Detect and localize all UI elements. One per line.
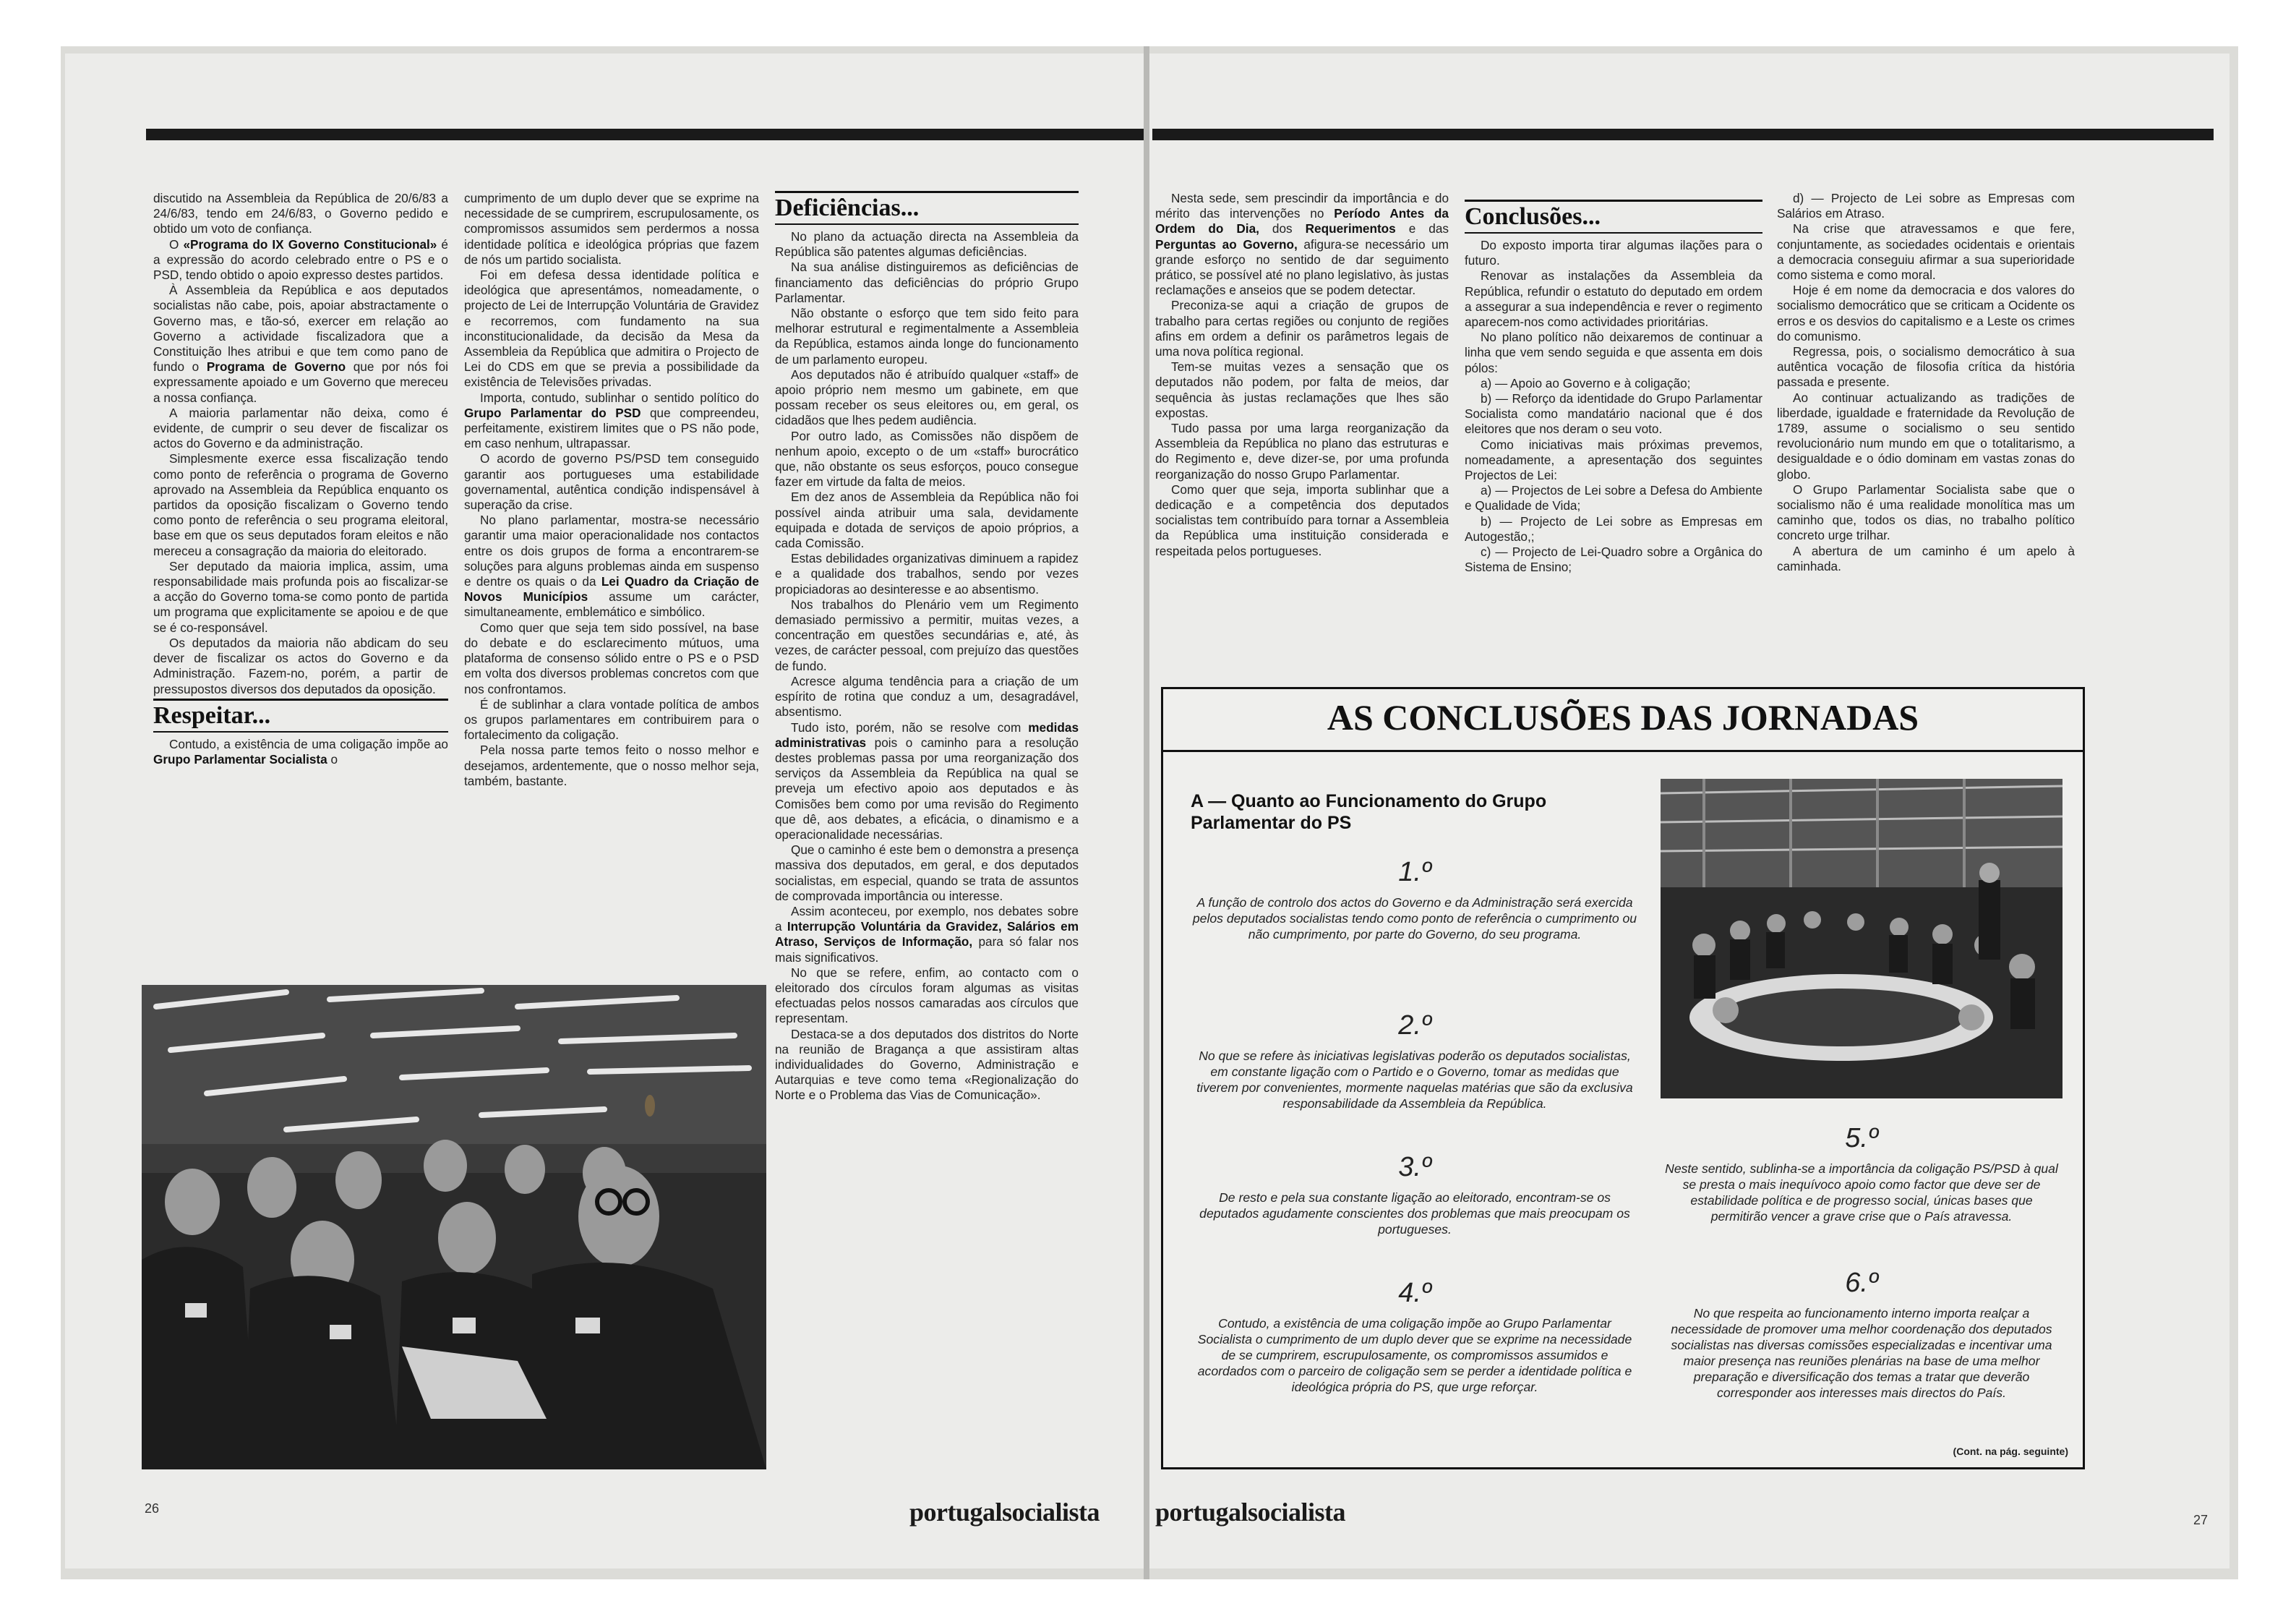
paragraph: Como iniciativas mais próximas prevemos, nomeadamente, a apresentação dos seguintes Projectos de Lei: <box>1465 437 1762 483</box>
paragraph: À Assembleia da República e aos deputados socialistas não cabe, pois, apoiar abstractamente o Governo mas, e tão-só, exercer em relação ao Governo a actividade fiscalizadora que a Constituição lhes atribui e que tem como pano de fundo o Programa de Governo que por nós foi expressamente apoiado e um Governo que mereceu a nossa confiança. <box>153 283 448 405</box>
paragraph: A maioria parlamentar não deixa, como é evidente, de cumprir o seu dever de fiscalizar os actos do Governo e da administração. <box>153 405 448 451</box>
box-subtitle: A — Quanto ao Funcionamento do Grupo Parlamentar do PS <box>1191 791 1547 833</box>
conclusion-number: 6.º <box>1845 1268 1878 1298</box>
paragraph: Assim aconteceu, por exemplo, nos debates sobre a Interrupção Voluntária da Gravidez, Salários em Atraso, Serviços de Informação, para só falar nos mais significativos. <box>775 903 1079 965</box>
spine <box>1144 46 1149 1579</box>
page-stain <box>645 1095 655 1117</box>
photo-meeting-room <box>1661 779 2062 1098</box>
paragraph: Renovar as instalações da Assembleia da República, refundir o estatuto do deputado em ordem a assegurar a sua independência e rever o regimento aparecem-nos como actividades prioritárias. <box>1465 268 1762 330</box>
section-heading-respeitar: Respeitar... <box>153 699 448 733</box>
paragraph: Não obstante o esforço que tem sido feito para melhorar estrutural e regimentalmente a Assembleia da República, estamos ainda longe do funcionamento de um parlamento europeu. <box>775 306 1079 367</box>
conclusions-box <box>1161 687 2085 1469</box>
masthead: portugalsocialista <box>1155 1498 1346 1527</box>
paragraph: É de sublinhar a clara vontade política de ambos os grupos parlamentares em contribuirem para o fortalecimento da coligação. <box>464 696 759 743</box>
paragraph: Hoje é em nome da democracia e dos valores do socialismo democrático que se criticam a Ocidente os erros e os desvios do capitalismo e a Leste os crimes do comunismo. <box>1777 283 2075 343</box>
paragraph: No plano parlamentar, mostra-se necessário garantir uma maior operacionalidade nos contactos entre os dois grupos de forma a encontrarem-se soluções para alguns problemas ainda em suspenso e dentre os quais o da Lei Quadro da Criação de Novos Municípios assume um carácter, simultaneamente, emblemático e simbólico. <box>464 513 760 620</box>
left-page <box>65 54 1144 1568</box>
box-title-rule <box>1163 750 2083 752</box>
top-rule <box>1152 129 2214 140</box>
conclusion-text: De resto e pela sua constante ligação ao eleitorado, encontram-se os deputados agudamente conscientes dos problemas que mais preocupam os portugueses. <box>1199 1190 1630 1237</box>
paragraph: Tudo passa por uma larga reorganização da Assembleia da República no plano das estruturas e do Regimento e, deve dizer-se, por uma profunda reorganização do nosso Grupo Parlamentar. <box>1155 421 1449 482</box>
paragraph: d) — Projecto de Lei sobre as Empresas com Salários em Atraso. <box>1777 191 2075 221</box>
paragraph: Que o caminho é este bem o demonstra a presença massiva dos deputados, em geral, e dos deputados socialistas, em especial, quando se trata de assuntos de comprovada importância ou interesse. <box>775 842 1079 903</box>
paragraph: No plano político não deixaremos de continuar a linha que vem sendo seguida e que assenta em dois pólos: <box>1465 330 1762 375</box>
paragraph: Importa, contudo, sublinhar o sentido político do Grupo Parlamentar do PSD que compreendeu, perfeitamente, existirem limites que o PS não pode, em caso nenhum, ultrapassar. <box>464 390 759 451</box>
continued-note: (Cont. na pág. seguinte) <box>1953 1446 2068 1457</box>
paragraph: Contudo, a existência de uma coligação impõe ao Grupo Parlamentar Socialista o <box>153 736 448 767</box>
paragraph: discutido na Assembleia da República de 20/6/83 a 24/6/83, tendo em 24/6/83, o Governo pedido e obtido um voto de confiança. <box>153 191 448 236</box>
paragraph: A abertura de um caminho é um apelo à caminhada. <box>1777 543 2075 573</box>
paragraph: a) — Projectos de Lei sobre a Defesa do Ambiente e Qualidade de Vida; <box>1465 483 1762 513</box>
conclusion-text: No que se refere às iniciativas legislativas poderão os deputados socialistas, em constante ligação com o Partido e o Governo, tomar as medidas que tiverem por convenientes, mormente naquelas matérias que são da exclusiva responsabilidade da Assembleia da República. <box>1196 1049 1633 1111</box>
masthead: portugalsocialista <box>909 1498 1100 1527</box>
paragraph: b) — Reforço da identidade do Grupo Parlamentar Socialista como mandatário nacional que é dos eleitores que nos deram o seu voto. <box>1465 391 1762 437</box>
right-column-2 <box>1465 198 1762 575</box>
top-rule <box>146 129 1144 140</box>
paragraph: No plano da actuação directa na Assembleia da República são patentes algumas deficiências. <box>775 229 1079 260</box>
paragraph: b) — Projecto de Lei sobre as Empresas em Autogestão,; <box>1465 513 1762 544</box>
paragraph: Ao continuar actualizando as tradições de liberdade, igualdade e fraternidade da Revolução de 1789, assume o socialismo o seu sentido revolucionário num mundo em que o totalitarismo, a desigualdade e o ódio dominam em vastas zonas do globo. <box>1777 390 2075 482</box>
left-column-1 <box>153 191 448 767</box>
left-column-3 <box>775 189 1079 1104</box>
paragraph: Estas debilidades organizativas diminuem a rapidez e a qualidade dos trabalhos, sendo por vezes propiciadoras ao desinteresse e ao absentismo. <box>775 551 1079 597</box>
paragraph: O «Programa do IX Governo Constitucional» é a expressão do acordo celebrado entre o PS e o PSD, tendo obtido o apoio expresso destes partidos. <box>153 236 448 283</box>
paragraph: Regressa, pois, o socialismo democrático à sua autêntica vocação de filosofia crítica da história passada e presente. <box>1777 344 2075 390</box>
paragraph: a) — Apoio ao Governo e à coligação; <box>1481 375 1691 390</box>
paragraph: c) — Projecto de Lei-Quadro sobre a Orgânica do Sistema de Ensino; <box>1465 545 1762 575</box>
paragraph: cumprimento de um duplo dever que se exprime na necessidade de se cumprirem, escrupulosamente, os compromissos assumidos sem perdermos a nossa identidade política e ideológica próprias que fazem de nós um partido socialista. <box>464 191 759 267</box>
conclusion-text: Contudo, a existência de uma coligação impõe ao Grupo Parlamentar Socialista o cumprimento de um duplo dever que se exprime na necessidade de se cumprirem, escrupulosamente, os compromissos assumidos e acordados com o parceiro de coligação sem se perder a identidade política e ideológica própria do PS, que urge reforçar. <box>1197 1316 1632 1394</box>
paragraph: Nos trabalhos do Plenário vem um Regimento demasiado permissivo a permitir, muitas vezes, a concentração em questões secundárias e, até, às vezes, de carácter pessoal, com prejuízo das questões de fundo. <box>775 597 1079 673</box>
right-page <box>1149 54 2229 1568</box>
paragraph: Na crise que atravessamos e que fere, conjuntamente, as sociedades ocidentais e orientais a democracia conseguiu afirmar a sua superioridade como sistema e como moral. <box>1777 221 2075 283</box>
paragraph: Acresce alguma tendência para a criação de um espírito de rotina que conduz a um, desagradável, absentismo. <box>775 673 1079 720</box>
paragraph: Como quer que seja, importa sublinhar que a dedicação e a competência dos deputados socialistas tem contribuído para tornar a Assembleia da República uma instituição considerada e respeitada pelos portugueses. <box>1155 482 1449 558</box>
conclusion-text: No que respeita ao funcionamento interno importa realçar a necessidade de promover uma melhor coordenação dos deputados socialistas nas diversas comissões especializadas e incentivar uma maior presença nas reuniões plenárias na base de uma melhor preparação e diversificação dos temas a tratar que deverão corresponder aos interesses mais directos do País. <box>1671 1306 2052 1400</box>
box-title: AS CONCLUSÕES DAS JORNADAS <box>1327 697 1919 738</box>
paragraph: Preconiza-se aqui a criação de grupos de trabalho para certas regiões ou conjunto de regiões afins em ordem a definir os parâmetros legais de uma nova política regional. <box>1155 298 1449 359</box>
page-number: 26 <box>145 1501 160 1516</box>
magazine-spread <box>61 46 2238 1579</box>
paragraph: Nesta sede, sem prescindir da importância e do mérito das intervenções no Período Antes da Ordem do Dia, dos Requerimentos e das Perguntas ao Governo, afigura-se necessário um grande esforço no sentido de dar seguimento prático, se possível até no plano legislativo, às justas reclamações e anseios que se podem detectar. <box>1155 191 1449 298</box>
conclusion-text: Neste sentido, sublinha-se a importância da coligação PS/PSD à qual se presta o mais inequívoco apoio como factor que deve ser de estabilidade política e de progresso social, únicas bases que permitirão vencer a grave crise que o País atravessa. <box>1665 1161 2058 1224</box>
conclusion-number: 3.º <box>1398 1152 1431 1182</box>
conclusion-number: 4.º <box>1398 1278 1431 1308</box>
paragraph: Foi em defesa dessa identidade política e ideológica que apresentámos, nomeadamente, o projecto de Lei de Interrupção Voluntária de Gravidez e recorremos, com fundamento na sua inconstitucionalidade, da decisão da Mesa da Assembleia da República que admitira o Projecto de Lei do CDS em que se previa a possibilidade da existência de Televisões privadas. <box>464 268 759 390</box>
paragraph: No que se refere, enfim, ao contacto com o eleitorado dos círculos foram algumas as visitas efectuadas pelos nossos camaradas aos círculos que representam. <box>775 965 1079 1026</box>
right-column-3 <box>1777 191 2075 574</box>
paragraph: Simplesmente exerce essa fiscalização tendo como ponto de referência o programa de Governo aprovado na Assembleia da República enquanto os partidos da oposição fiscalizam o Governo tendo como ponto de referência o seu programa eleitoral, base em que os seus deputados foram eleitos e não mereceu a consagração da maioria do eleitorado. <box>153 451 448 558</box>
section-heading-deficiencias: Deficiências... <box>775 191 1079 225</box>
conclusion-number: 5.º <box>1845 1123 1878 1153</box>
paragraph: Tudo isto, porém, não se resolve com medidas administrativas pois o caminho para a resolução destes problemas passa por uma reorganização dos serviços da Assembleia da República na qual se preveja um efectivo apoio aos deputados e às Comisões bem como por uma revisão do Regimento que dê, aos debates, a eficácia, o dinamismo e a operacionalidade necessárias. <box>775 720 1079 842</box>
paragraph: Na sua análise distinguiremos as deficiências de financiamento das deficiências do próprio Grupo Parlamentar. <box>775 260 1079 305</box>
section-heading-conclusoes: Conclusões... <box>1465 200 1762 234</box>
paragraph: Destaca-se a dos deputados dos distritos do Norte na reunião de Bragança a que assistiram altas individualidades do Governo, Administração e Autarquias e teve como tema «Regionalização do Norte e o Problema das Vias de Comunicação». <box>775 1026 1079 1103</box>
right-column-1 <box>1155 191 1449 559</box>
paragraph: Do exposto importa tirar algumas ilações para o futuro. <box>1465 238 1762 268</box>
page-number: 27 <box>2193 1513 2209 1527</box>
paragraph: Por outro lado, as Comissões não dispõem de nenhum apoio, excepto o de um «staff» burocrático que, não obstante os seus esforços, pouco consegue fazer em virtude da falta de meios. <box>775 428 1079 490</box>
paragraph: Pela nossa parte temos feito o nosso melhor e desejamos, ardentemente, que o nosso melhor seja, também, bastante. <box>464 743 759 788</box>
paragraph: Aos deputados não é atribuído qualquer «staff» de apoio próprio nem mesmo um gabinete, em que possam receber os seus eleitores ou, em geral, os cidadãos que lhes pedem audiência. <box>775 367 1079 428</box>
conclusion-number: 2.º <box>1398 1010 1431 1041</box>
photo-deputies-audience <box>142 985 766 1469</box>
conclusion-number: 1.º <box>1398 857 1431 887</box>
paragraph: Tem-se muitas vezes a sensação que os deputados não podem, por falta de meios, dar sequência às justas reclamações que lhes são expostas. <box>1155 359 1449 420</box>
paragraph: Ser deputado da maioria implica, assim, uma responsabilidade mais profunda pois ao fiscalizar-se a acção do Governo toma-se como ponto de partida um programa que explicitamente se apoiou e de que se é co-responsável. <box>153 558 448 635</box>
paragraph: O acordo de governo PS/PSD tem conseguido garantir aos portugueses uma estabilidade governamental, autêntica condição indispensável à superação da crise. <box>464 451 759 513</box>
paragraph: O Grupo Parlamentar Socialista sabe que o socialismo não é uma realidade monolítica mas um caminho que, todos os dias, no trabalho político concreto urge trilhar. <box>1777 482 2075 543</box>
paragraph: Como quer que seja tem sido possível, na base do debate e do esclarecimento mútuos, uma plataforma de consenso sólido entre o PS e o PSD em volta dos diversos problemas concretos com que nos confrontamos. <box>464 620 759 696</box>
conclusion-text: A função de controlo dos actos do Governo e da Administração será exercida pelos deputados socialistas tendo como ponto de referência o cumprimento ou não cumprimento, por parte do Governo, do seu programa. <box>1192 895 1637 942</box>
left-column-2 <box>464 191 759 789</box>
paragraph: Os deputados da maioria não abdicam do seu dever de fiscalizar os actos do Governo e da Administração. Fazem-no, porém, a partir de pressupostos diversos dos deputados da oposição. <box>153 635 448 696</box>
paragraph: Em dez anos de Assembleia da República não foi possível ainda atribuir uma sala, devidamente equipada e dotada de serviços de apoio próprios, a cada Comissão. <box>775 490 1079 551</box>
